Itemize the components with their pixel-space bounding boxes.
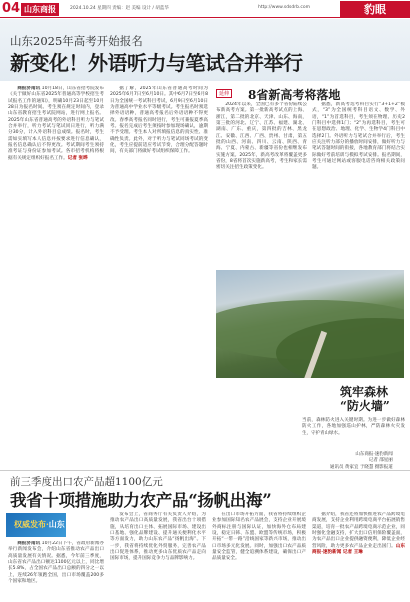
story2-column-1 (8, 541, 104, 599)
story2-column-4 (312, 512, 405, 599)
story2-col1-body: 10月22日下午，省政府新闻办举行新闻发布会，介绍山东省推动农产品出口高质量发展有关情况。据悉，今年前三季度，山东省农产品出口额达1100亿元以上，同比增长5.8%，占全国农产品出口总额的四分之一以上，连续26年领跑全国，出口市场覆盖200多个国家和地区。 (8, 541, 104, 585)
paper-name: 山东商报 (21, 3, 59, 16)
photo-caption-title: 筑牢森林 “防火墙” (340, 385, 390, 413)
story1-col1-body: 10月18日，山东省招考院发布《关于做好山东省2025年普通高等学校招生考试报名工作的通知》，明确10月23日起至10月28日为报名时间。考生须在规定时间内，登录山东省教育招生考试院网站，进行网上报名。2025年山东省普通高考的外语科目听力与笔试合并举行，听力考试与笔试同日进行，听力满分30分，计入外语科目总成绩。报名时，考生需如实填写本人信息并按要求进行信息确认，报名信息确认后不得更改。考试期间考生须持准考证与身份证参加考试。各市招考机构将根据有关规定组织好报名工作。 (8, 86, 104, 161)
story1-column-2 (110, 86, 208, 266)
masthead-url[interactable]: http://www.sdsdrb.com (258, 5, 310, 10)
forest-photo (216, 270, 404, 378)
story1-kicker: 山东2025年高考开始报名 (10, 34, 143, 48)
story2-byline: 山东商报·速豹新闻 记者 王琳 (312, 543, 405, 556)
story2-col3-body: 在出口市场开拓方面，我省将持续组织企业参加国际知名农产品展会，支持企业开展境外商标注册与国际认证，加快海外仓布局建设，稳定日韩、东盟、欧盟等传统市场，积极开拓“一带一路”沿线国家等新兴市场，推动出口市场多元化发展。同时，加强出口农产品质量安全监管，健全追溯体系建设，确保出口产品质量安全。 (212, 512, 306, 562)
story1-column-3 (216, 102, 307, 264)
story1-subhead (216, 86, 404, 100)
subhead-tag: 延伸 (216, 89, 232, 98)
story1-col4-body: 据悉，新高考选考科目实行“3+1+2”模式，“3”为全国统考科目语文、数学、外语，“1”为首选科目，考生须在物理、历史2门科目中选择1门；“2”为再选科目，考生可在思想政治、地理、化学、生物学4门科目中选择2门。外语听力与笔试合并举行后，考生应关注听力部分的播放时间安排，做好听力与笔试答题时间的衔接，各地教育部门将结合实际做好考前培训与模拟考试安排。报名期间，考生可通过网站或客服电话咨询相关政策问题。 (312, 102, 405, 171)
photo-caption-body: 当前，森林防火进入关键时期。为进一步做好森林防火工作，各地加强巡山护林，严防森林火灾发生，守护青山绿水。 (302, 418, 405, 436)
story1-headline: 新变化！外语听力与笔试合并举行 (10, 51, 303, 75)
story2-kicker: 前三季度出口农产品超1100亿元 (10, 476, 163, 488)
masthead-meta: 2024.10.24 星期四 责编：赵 美编 设计 / 胡蓝华 (70, 6, 169, 11)
badge-prefix: 权威发布· (14, 519, 49, 529)
section-label: 豹眼 (340, 1, 410, 18)
story2-col4-body: 据介绍，我省还将加快推进农产品跨境电商发展，支持企业利用跨境电商平台拓展销售渠道，培育一批农产品跨境电商示范企业，同时强化金融支持，扩大出口信用保险覆盖面，为农产品出口企业提供融资便利，降低企业经营风险，助力更多农产品企业走出国门。 (312, 512, 405, 549)
page-number: 04 (2, 1, 21, 16)
photo-credit: 山东商报·速豹新闻 记者 邵星丽 通讯员 黄家宜 于晓慧 摄影报道 (330, 452, 393, 470)
subhead-title: 8省新高考将落地 (248, 88, 341, 102)
badge-suffix: 山东 (48, 519, 65, 529)
story1-column-1 (8, 86, 104, 266)
story2-lead: 商报济南讯 (17, 541, 41, 546)
masthead (0, 0, 410, 18)
story1-byline: 记者 张晔 (67, 155, 88, 161)
story1-column-4 (312, 102, 405, 264)
story2-column-2 (110, 512, 206, 599)
authority-release-badge (6, 513, 66, 537)
story2-column-3 (212, 512, 306, 599)
story1-col2-body: 据了解，2025年山东省普通高考时间为2025年6月7日至6月10日。其中6月7日至6月8日为全国统一考试科目考试，6月9日至6月10日为普通高中学业水平等级考试。考生报名时须选择外语语种，普通高考报名后外语语种不得更改。春季高考报名同时进行，考生可兼报夏季高考。报名完成后考生须按时参加现场确认，逾期不予受理。考生本人对所填报信息的真实性、准确性负责。此外，对于听力与笔试同场考试的变化，考生应提前适应考试节奏，合理分配答题时间，有关部门将做好考试组织保障工作。 (110, 86, 208, 155)
story2-headline: 我省十项措施助力农产品“扬帆出海” (10, 491, 272, 510)
story1-col3-body: 2024年以来，全国已有多个省份陆续公布新高考方案。第一批新高考试点的上海、浙江，第二批的北京、天津、山东、海南，第三批的河北、辽宁、江苏、福建、湖北、湖南、广东、重庆，第四批的吉林、黑龙江、安徽、江西、广西、贵州、甘肃，第五批的山西、河南、四川、云南、陕西、青海、宁夏、内蒙古、新疆等省份也相继发布实施方案。2025年，新高考改革将覆盖更多省份，8省将首次实施新高考，考生和家长需密切关注招生政策变化。 (216, 102, 307, 171)
story1-lead: 商报济南讯 (17, 86, 41, 91)
story2-col2-body: 发布会上，省商务厅有关负责人介绍，为推动农产品出口高质量发展，我省出台十项措施，从培育出口主体、拓展国际市场、建设出口基地、强化品牌建设、提升通关便利化水平等方面发力，助力山东农产品“扬帆出海”。下一步，我省将持续优化外贸服务，完善农产品出口促进体系，推动更多山东优质农产品走向国际市场，提升国际竞争力与品牌影响力。 (110, 512, 206, 562)
section-divider (0, 470, 410, 471)
